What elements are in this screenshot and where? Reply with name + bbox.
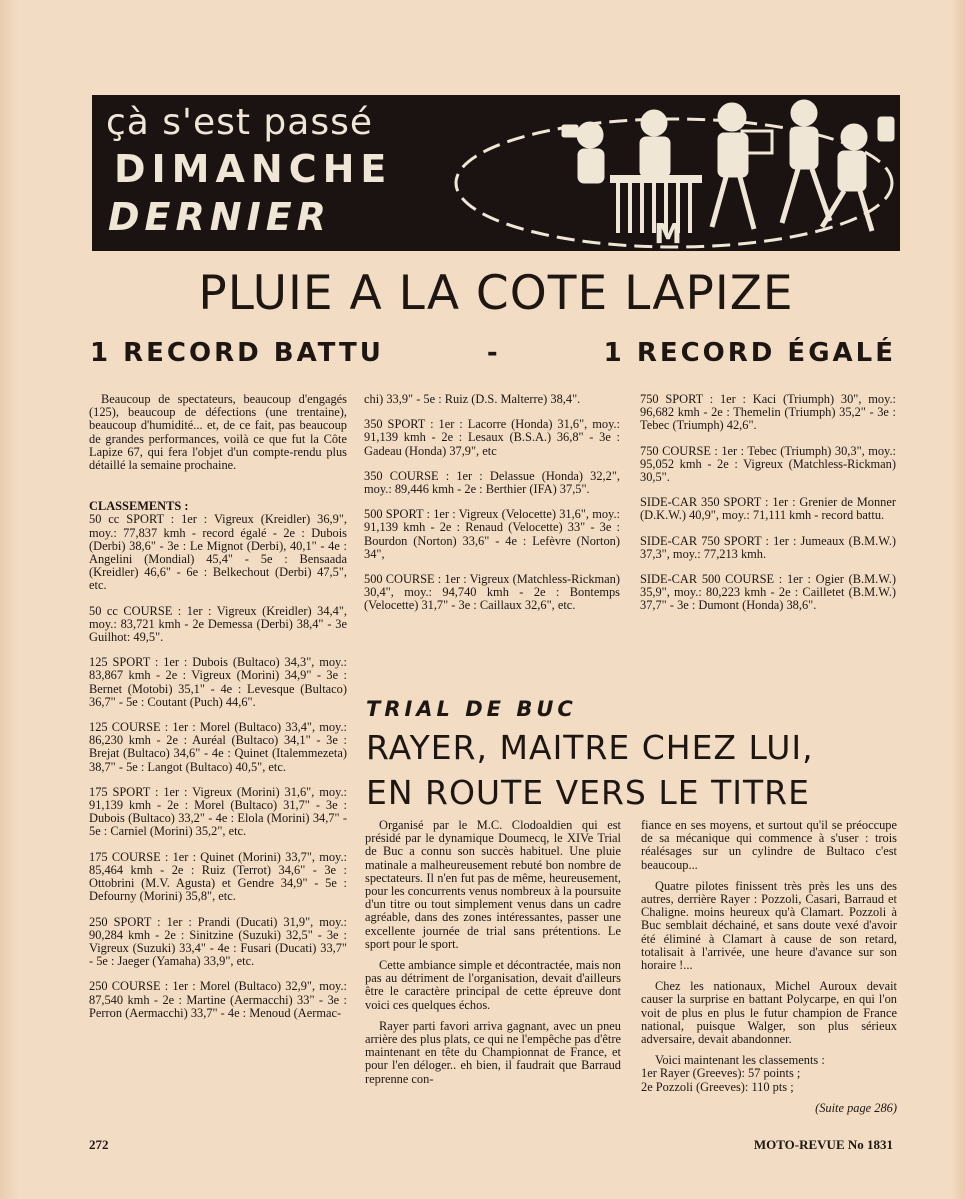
trial-paragraph-1: Organisé par le M.C. Clodoaldien qui est présidé par le dynamique Doumecq, le XIVe Trial de Buc a connu son succès habituel. Une pluie matinale a malheureusement rebuté bon nombre de spectateurs. Il n'en fut pas de même, heureusement, pour les concurrents venus nombreux à la poursuite d'un titre ou tout simplement venus dans un cadre agréable, dans des zones intéressantes, passer une excellente journée de trial sans prétentions. Le sport pour le sport. [365,818,621,951]
svg-text:M: M [654,217,682,250]
trial-paragraph-6: Chez les nationaux, Michel Auroux devait causer la surprise en battant Polycarpe, en qui l'on voit de plus en plus le futur champion de France national, puisque Walger, son plus sérieux adversaire, devait abandonner. [641,979,897,1047]
trial-headline-line-2: EN ROUTE VERS LE TITRE [366,773,810,812]
result-175-course: 175 COURSE : 1er : Quinet (Morini) 33,7", moy.: 85,464 kmh - 2e : Ruiz (Terrot) 34,6" - 3e : Ottobrini (M.V. Agusta) et Gendre 34,9" - 5e : Defourny (Morini) 35,8", etc. [89,849,347,904]
result-50cc-course: 50 cc COURSE : 1er : Vigreux (Kreidler) 34,4", moy.: 83,721 kmh - 2e Demessa (Derbi) 38,4" - 3e Guilhot: 49,5". [89,603,347,645]
sub-headline-left: 1 RECORD BATTU [90,338,384,368]
result-sidecar-750-sport: SIDE-CAR 750 SPORT : 1er : Jumeaux (B.M.W.) 37,3", moy.: 77,213 kmh. [640,533,896,561]
banner-line-1: çà s'est passé [106,102,373,143]
sub-headline-right: 1 RECORD ÉGALÉ [603,338,896,368]
result-250-course-cont: chi) 33,9" - 5e : Ruiz (D.S. Malterre) 38,4". [364,392,581,406]
trial-paragraph-7: Voici maintenant les classements : [655,1053,825,1068]
article-column-2 [364,393,620,625]
result-sidecar-350-sport: SIDE-CAR 350 SPORT : 1er : Grenier de Monner (D.K.W.) 40,9", moy.: 71,111 kmh - record battu. [640,495,896,523]
trial-headline [366,725,898,815]
trial-paragraph-4: fiance en ses moyens, et surtout qu'il se préoccupe de sa mécanique qui commence à s'user : trois réalésages sur un cylindre de Bultaco c'est beaucoup... [641,818,897,872]
spectators-cartoon-illustration [442,95,900,251]
trial-paragraph-2: Cette ambiance simple et décontractée, mais non pas au détriment de l'organisation, devait d'ailleurs être le caractère principal de cette épreuve dont voici ces quelques échos. [365,958,621,1012]
result-175-sport: 175 SPORT : 1er : Vigreux (Morini) 31,6", moy.: 91,139 kmh - 2e : Morel (Bultaco) 31,7" - 3e : Dubois (Bultaco) 33,2" - 4e : Elola (Morini) 34,7" - 5e : Carniel (Morini) 35,2", etc. [89,784,347,839]
result-350-course: 350 COURSE : 1er : Delassue (Honda) 32,2", moy.: 89,446 kmh - 2e : Berthier (IFA) 37,5". [364,468,620,497]
result-sidecar-500-course: SIDE-CAR 500 COURSE : 1er : Ogier (B.M.W.) 35,9", moy.: 80,223 kmh - 2e : Cailletet (B.M.W.) 37,7" - 3e : Dumont (Honda) 38,6". [640,572,896,613]
trial-column-2 [641,819,897,1123]
sub-headline [90,338,896,368]
banner-title [106,101,392,241]
magazine-issue: MOTO-REVUE No 1831 [753,1137,893,1152]
sub-headline-separator: - [486,338,501,368]
banner-line-2: DIMANCHE [114,147,393,191]
page-number: 272 [89,1137,109,1152]
banner-line-3: DERNIER [108,195,331,239]
trial-ranking-2: 2e Pozzoli (Greeves): 110 pts ; [641,1079,794,1094]
trial-paragraph-5: Quatre pilotes finissent très près les uns des autres, derrière Rayer : Pozzoli, Casari, Barraud et Chaligne. moins heureux qu'à Clamart. Pozzoli à Buc semblait déchainé, et sans doute vexé d'avoir été éliminé à Clamart à cause de son retard, totalisait à l'arrivée, une heure d'avance sur son horaire !... [641,878,897,973]
article-column-3 [640,393,896,625]
trial-column-1 [365,819,621,1094]
result-750-course: 750 COURSE : 1er : Tebec (Triumph) 30,3", moy.: 95,052 kmh - 2e : Vigreux (Matchless-Rickman) 30,5". [640,443,896,485]
classements-heading: CLASSEMENTS : [89,499,189,514]
result-125-course: 125 COURSE : 1er : Morel (Bultaco) 33,4", moy.: 86,230 kmh - 2e : Auréal (Bultaco) 34,1" - 3e : Brejat (Bultaco) 34,6" - 4e : Quinet (Italemmezeta) 38,7" - 5e : Langot (Bultaco) 40,5", etc. [89,720,347,774]
result-50cc-sport: 50 cc SPORT : 1er : Vigreux (Kreidler) 36,9", moy.: 77,837 kmh - record égalé - 2e : Dubois (Derbi) 38,6" - 3e : Le Mignot (Derbi), 40,1" - 4e : Angelini (Mondial) 45,4" - 5e : Bensaada (Kreidler) 46,6" - 6e : Belkechout (Derbi) 47,5", etc. [89,512,347,593]
result-250-course: 250 COURSE : 1er : Morel (Bultaco) 32,9", moy.: 87,540 kmh - 2e : Martine (Aermacchi) 33" - 3e : Perron (Aermacchi) 33,7" - 4e : Menoud (Aermac- [89,979,347,1020]
header-banner [92,95,900,251]
trial-paragraph-3: Rayer parti favori arriva gagnant, avec un pneu arrière des plus plats, ce qui ne l'empêche pas d'être maintenant en tête du Championnat de France, et pour l'en déloger.. eh bien, il faudrait que Barraud reprenne con- [365,1018,621,1086]
result-500-sport: 500 SPORT : 1er : Vigreux (Velocette) 31,6", moy.: 91,139 kmh - 2e : Renaud (Velocette) 33" - 3e : Bourdon (Norton) 33,6" - 4e : Lefèvre (Norton) 34", [364,507,620,561]
paper-edge-right [951,0,965,1199]
trial-headline-line-1: RAYER, MAITRE CHEZ LUI, [366,728,814,767]
result-125-sport: 125 SPORT : 1er : Dubois (Bultaco) 34,3", moy.: 83,867 kmh - 2e : Vigreux (Morini) 34,9" - 3e : Bernet (Motobi) 35,1" - 4e : Levesque (Bultaco) 36,7" - 5e : Coutant (Puch) 44,6". [89,655,347,709]
trial-ranking-1: 1er Rayer (Greeves): 57 points ; [641,1066,801,1081]
result-350-sport: 350 SPORT : 1er : Lacorre (Honda) 31,6", moy.: 91,139 kmh - 2e : Lesaux (B.S.A.) 36,8" - 3e : Gadeau (Honda) 37,9", etc [364,417,620,458]
result-250-sport: 250 SPORT : 1er : Prandi (Ducati) 31,9", moy.: 90,284 kmh - 2e : Sinitzine (Suzuki) 32,5" - 3e : Vigreux (Suzuki) 33,4" - 4e : Fusari (Ducati) 33,7" - 5e : Jaeger (Yamaha) 33,9", etc. [89,914,347,969]
article-column-1 [89,393,347,1032]
trial-kicker: TRIAL DE BUC [366,697,577,721]
main-headline: PLUIE A LA COTE LAPIZE [198,266,794,321]
result-750-sport: 750 SPORT : 1er : Kaci (Triumph) 30", moy.: 96,682 kmh - 2e : Themelin (Triumph) 35,2" - 3e : Tebec (Triumph) 42,6". [640,392,896,433]
result-500-course: 500 COURSE : 1er : Vigreux (Matchless-Rickman) 30,4", moy.: 94,740 kmh - 2e : Bontemps (Velocette) 31,7" - 3e : Caillaux 32,6", etc. [364,572,620,613]
continued-note: (Suite page 286) [815,1100,897,1115]
paper-edge-left [0,0,20,1199]
intro-paragraph: Beaucoup de spectateurs, beaucoup d'engagés (125), beaucoup de défections (une trentaine), beaucoup d'humidité... et, de ce fait, pas beaucoup de grandes performances, voilà ce que fut la Côte Lapize 67, qui fera l'objet d'un compte-rendu plus détaillé la semaine prochaine. [89,392,347,473]
